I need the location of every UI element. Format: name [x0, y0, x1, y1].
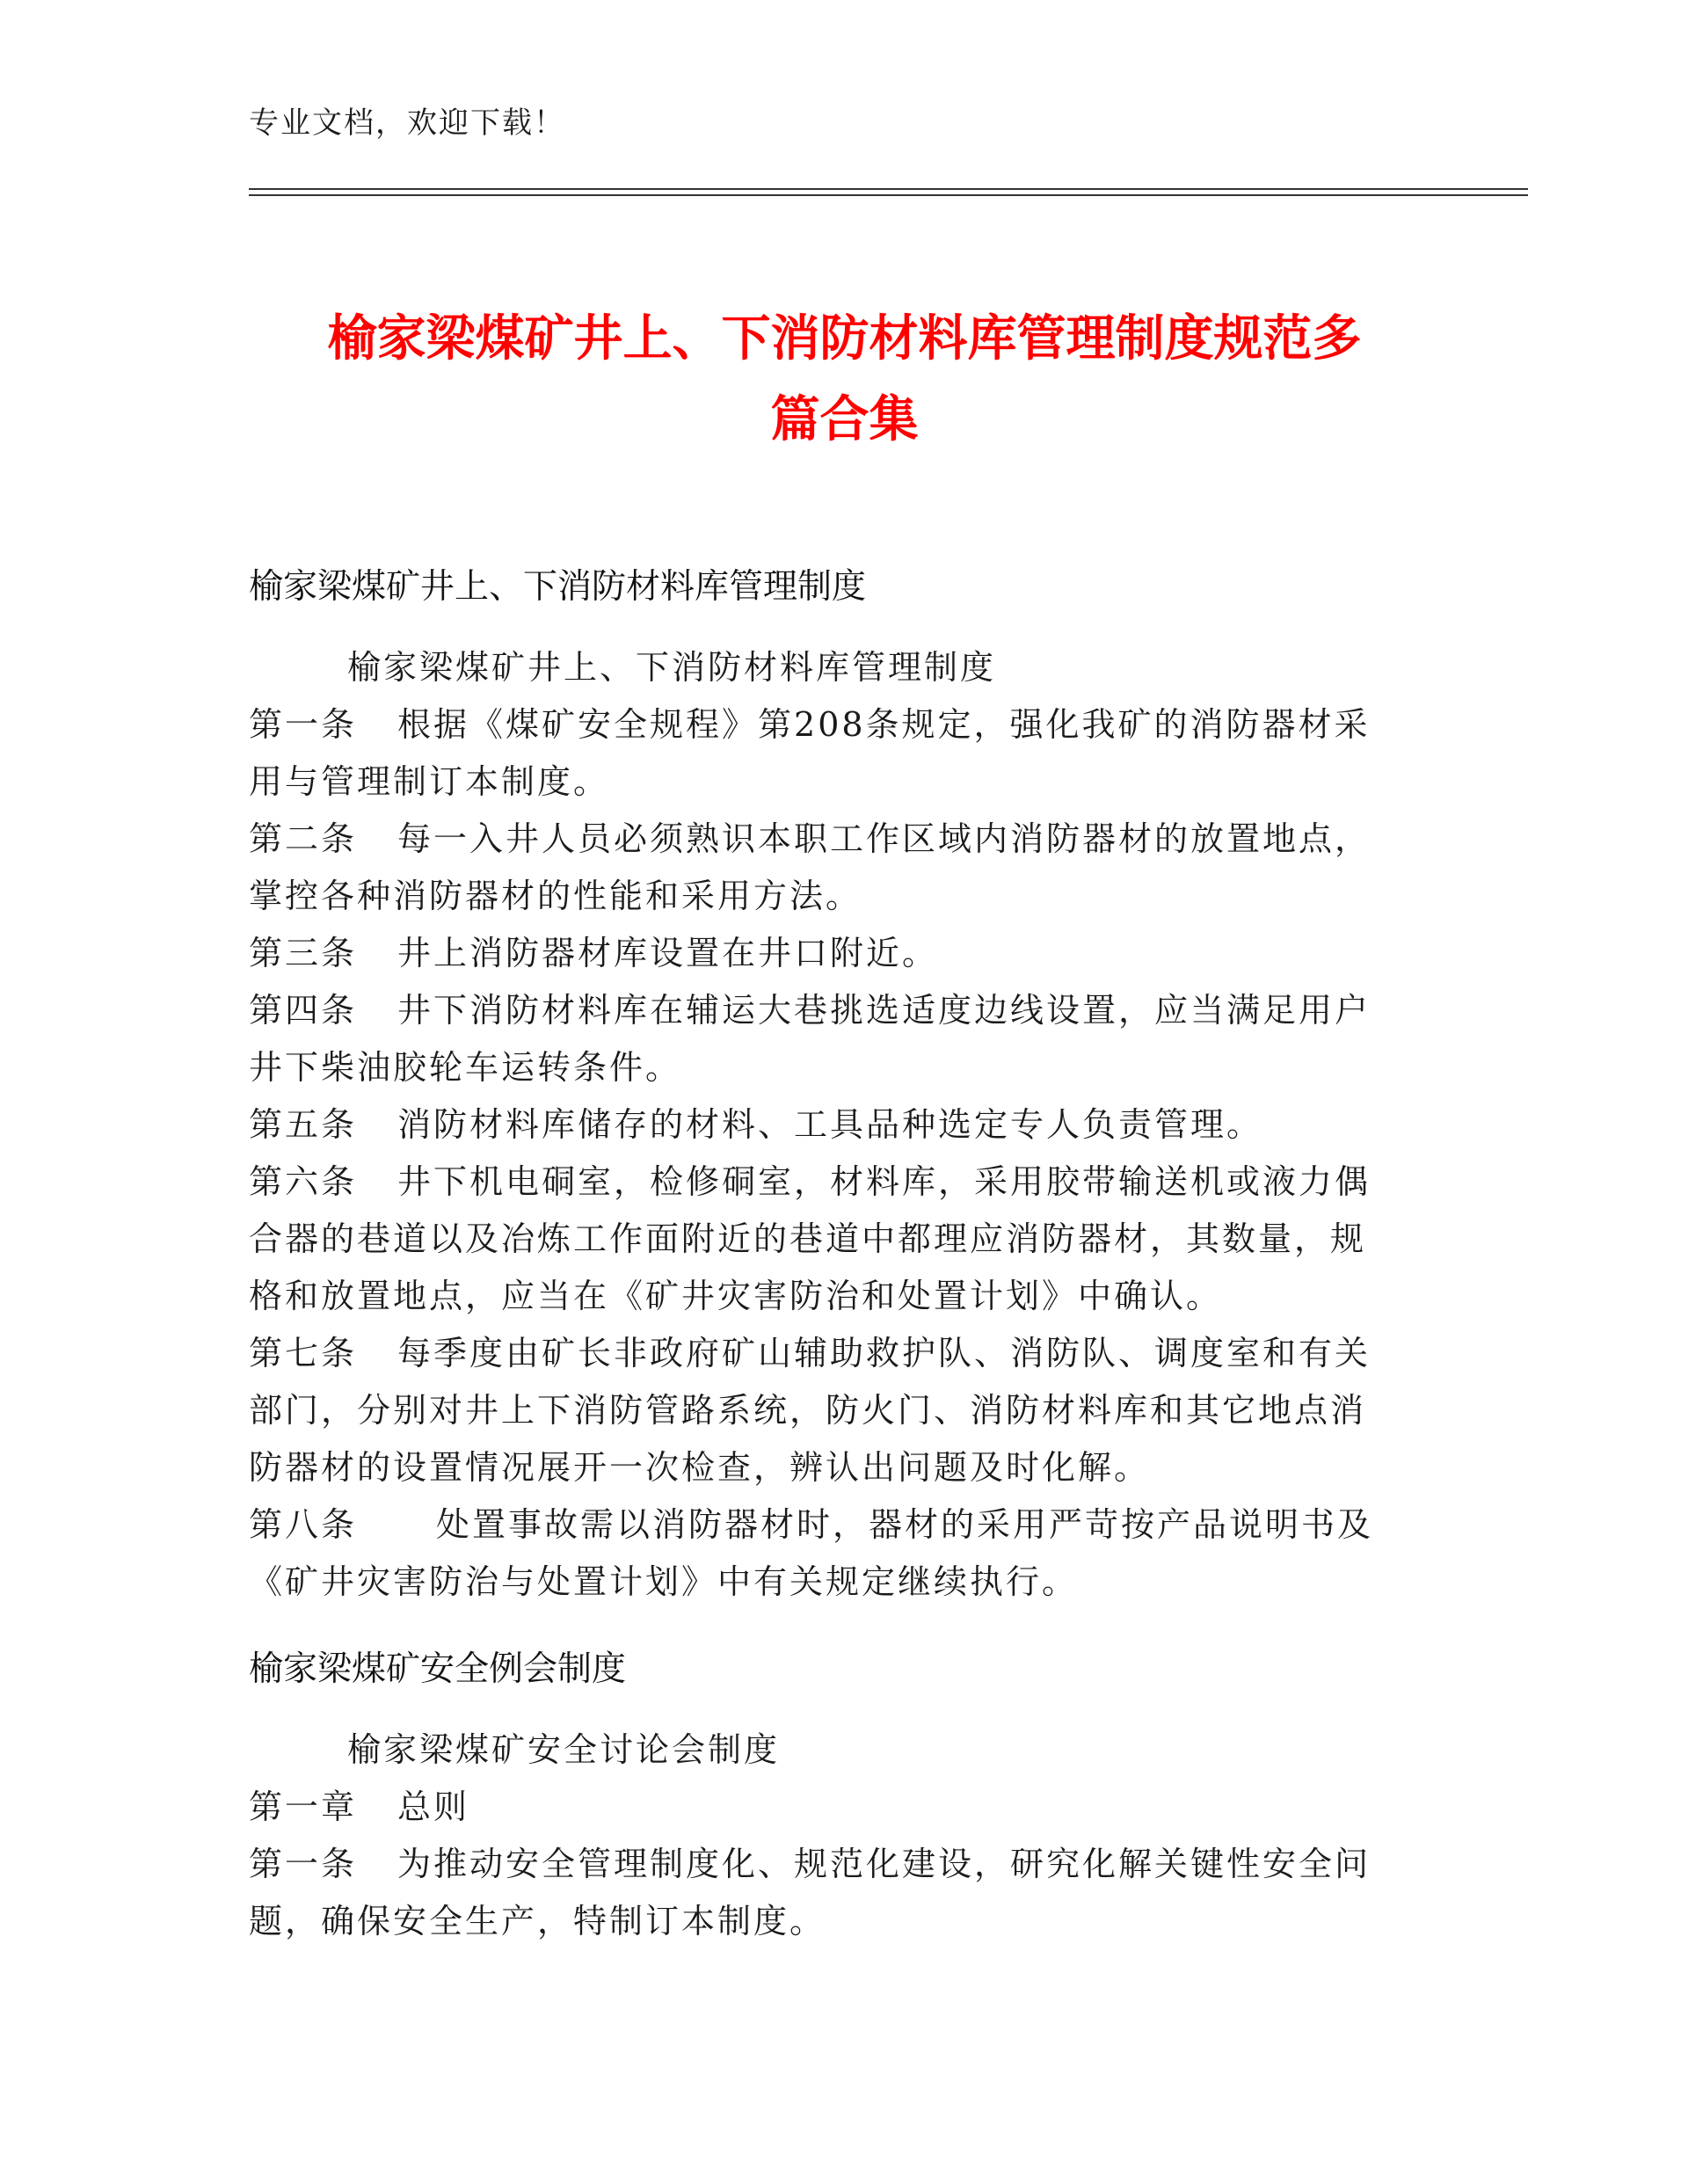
- section-body-safety-meeting: [249, 1722, 1401, 1950]
- section-subtitle: 榆家梁煤矿井上、下消防材料库管理制度: [347, 648, 997, 687]
- article-text: 井下消防材料库在辅运大巷挑选适度边线设置，应当满足用户井下柴油胶轮车运转条件。: [249, 991, 1372, 1087]
- article-label: 第八条: [249, 1505, 358, 1544]
- article-label: 第三条: [249, 934, 358, 972]
- article-7: [249, 1325, 1401, 1496]
- section-subtitle: 榆家梁煤矿安全讨论会制度: [347, 1730, 781, 1769]
- article-label: 第六条: [249, 1162, 358, 1201]
- article-label: 第一条: [249, 1845, 358, 1883]
- article-label: 第四条: [249, 991, 358, 1030]
- article-3: [249, 925, 1401, 982]
- article-text: 每季度由矿长非政府矿山辅助救护队、消防队、调度室和有关部门，分别对井上下消防管路系统，防火门、消防材料库和其它地点消防器材的设置情况展开一次检查，辨认出问题及时化解。: [249, 1334, 1372, 1487]
- section-body-fire-materials: [249, 639, 1401, 1611]
- article-text: 井上消防器材库设置在井口附近。: [397, 934, 939, 972]
- article-2: [249, 811, 1401, 925]
- header-note: 专业文档，欢迎下载！: [249, 106, 565, 141]
- article-label: 第一条: [249, 705, 358, 744]
- article-label: 第五条: [249, 1105, 358, 1144]
- article-1: [249, 1836, 1401, 1950]
- section-heading-safety-meeting: 榆家梁煤矿安全例会制度: [249, 1649, 627, 1689]
- article-text: 每一入井人员必须熟识本职工作区域内消防器材的放置地点，掌控各种消防器材的性能和采用方法。: [249, 819, 1372, 915]
- chapter-1: [249, 1779, 1401, 1836]
- article-8: [249, 1496, 1401, 1611]
- header-rule-top: [249, 188, 1528, 190]
- article-text: 根据《煤矿安全规程》第208条规定，强化我矿的消防器材采用与管理制订本制度。: [249, 705, 1371, 801]
- article-4: [249, 982, 1401, 1096]
- article-6: [249, 1154, 1401, 1325]
- article-label: 第二条: [249, 819, 358, 858]
- document-title: [249, 299, 1440, 461]
- section-heading-fire-materials: 榆家梁煤矿井上、下消防材料库管理制度: [249, 567, 867, 607]
- article-text: 井下机电硐室，检修硐室，材料库，采用胶带输送机或液力偶合器的巷道以及冶炼工作面附近的巷道中都理应消防器材，其数量，规格和放置地点，应当在《矿井灾害防治和处置计划》中确认。: [249, 1162, 1372, 1315]
- article-text: 处置事故需以消防器材时，器材的采用严苛按产品说明书及《矿井灾害防治与处置计划》中有关规定继续执行。: [249, 1505, 1374, 1601]
- article-label: 第七条: [249, 1334, 358, 1372]
- document-title-line-2: 篇合集: [770, 391, 919, 448]
- chapter-title: 总则: [397, 1787, 470, 1826]
- document-title-line-1: 榆家梁煤矿井上、下消防材料库管理制度规范多: [327, 310, 1362, 368]
- article-text: 消防材料库储存的材料、工具品种选定专人负责管理。: [397, 1105, 1263, 1144]
- chapter-label: 第一章: [249, 1787, 358, 1826]
- article-1: [249, 696, 1401, 811]
- article-5: [249, 1096, 1401, 1154]
- header-rule-bottom: [249, 194, 1528, 196]
- article-text: 为推动安全管理制度化、规范化建设，研究化解关键性安全问题，确保安全生产，特制订本制度。: [249, 1845, 1372, 1940]
